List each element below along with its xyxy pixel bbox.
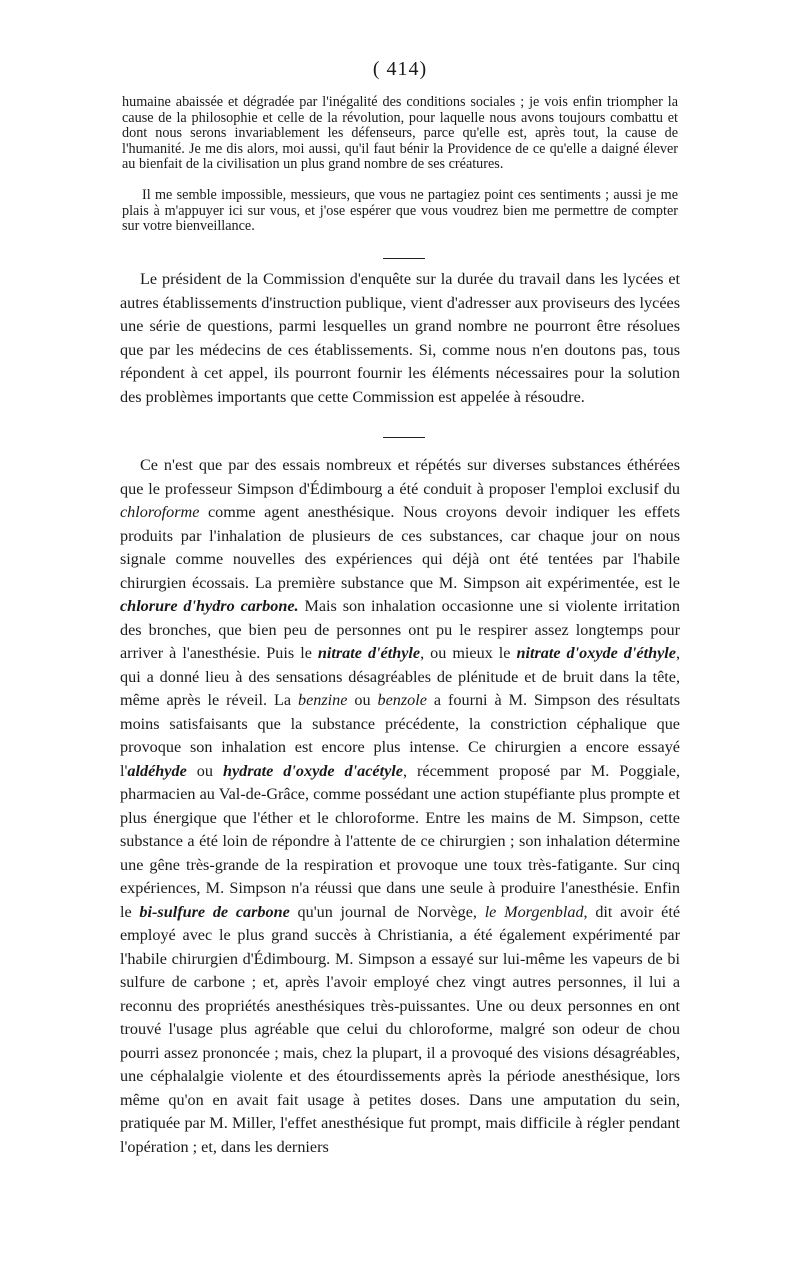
term-bisulfure: bi-sulfure de carbone — [139, 902, 290, 921]
term-hydrate: hydrate d'oxyde d'acétyle — [222, 761, 403, 780]
closing-paragraph-2: Il me semble impossible, messieurs, que vous ne partagiez point ces sentiments ; aussi je me plais à m'appuyer ici sur vous, et j'ose espérer que vous voudrez bien me permettre de compter sur votre bienveillance. — [122, 187, 678, 235]
term-chlorure: chlorure d'hydro carbone. — [120, 597, 299, 615]
text-run: , récemment proposé par M. Poggiale, pharmacien au Val-de-Grâce, comme possédant une action stupéfiante plus prompte et plus énergique que l'éther et le chloroforme. Entre les mains de M. Simpson, cette substance a été loin de répondre à l'attente de ce chirurgien ; son inhalation détermine une gêne très-grande de la respiration et provoque une toux très-fatigante. Sur cinq expériences, M. Simpson n'a réussi que dans une seule à produire l'anesthésie. Enfin le — [120, 761, 680, 921]
text-run: ou — [347, 691, 378, 709]
text-run: comme agent anesthésique. Nous croyons devoir indiquer les effets produits par l'inhalation de plusieurs de ces substances, car chaque jour on nous signale comme nouvelles des expériences qui déjà ont été tentées par l'habile chirurgien écossais. La première substance que M. Simpson ait expérimentée, est le — [120, 503, 680, 592]
commission-paragraph: Le président de la Commission d'enquête sur la durée du travail dans les lycées et autres établissements d'instruction publique, vient d'adresser aux proviseurs des lycées une série de questions, parmi lesquelles un grand nombre ne pourront être résolues que par les médecins de ces établissements. Si, comme nous n'en doutons pas, tous répondent à cet appel, ils pourront fournir les éléments nécessaires pour la solution des problèmes importants que cette Commission est appelée à résoudre. — [120, 270, 680, 406]
section-divider — [383, 437, 425, 438]
text-run: ou — [186, 761, 223, 780]
text-run: , dit avoir été employé avec le plus grand succès à Christiania, a été également expérimenté par l'habile chirurgien d'Édimbourg. M. Simpson a essayé sur lui-même les vapeurs de bi sulfure de carbone ; et, après l'avoir employé chez vingt autres personnes, il lui a reconnu des propriétés anesthésiques très-puissantes. Une ou deux personnes en ont trouvé l'usage plus agréable que celui du chloroforme, malgré son odeur de chou pourri assez prononcée ; mais, chez la plupart, il a provoqué des visions désagréables, une céphalalgie violente et des étourdissements après la période anesthésique, lors même qu'on en avait fait usage à petites doses. Dans une amputation du sein, pratiquée par M. Miller, l'effet anesthésique fut prompt, mais difficile à régler pendant l'opération ; et, dans les derniers — [120, 902, 681, 1156]
term-benzole: benzole — [377, 691, 427, 709]
closing-paragraph-1: humaine abaissée et dégradée par l'inégalité des conditions sociales ; je vois enfin triompher la cause de la philosophie et celle de la révolution, pour laquelle nous avons toujours combattu et dont nous serons invariablement les défenseurs, parce qu'elle est, après tout, la cause de l'humanité. Je me dis alors, moi aussi, qu'il faut bénir la Providence de ce qu'elle a daigné élever au bienfait de la civilisation un plus grand nombre de ses créatures. — [122, 94, 678, 173]
text-run: Mais son inhalation occasionne une si violente irritation des bronches, que bien peu de personnes ont pu le respirer assez longtemps pour arriver à l'anesthésie. Puis le — [120, 597, 680, 662]
term-chloroforme: chloroforme — [120, 503, 200, 521]
text-run: Ce n'est que par des essais nombreux et répétés sur diverses substances éthérées que le professeur Simpson d'Édimbourg a été conduit à proposer l'emploi exclusif du — [120, 456, 680, 498]
text-run: a fourni à M. Simpson des résultats moins satisfaisants que la substance précédente, la constriction céphalique que provoque son inhalation est encore plus intense. Ce chirurgien a encore essayé l' — [120, 691, 681, 780]
text-run: , qui a donné lieu à des sensations désagréables de plénitude et de bruit dans la tête, même après le réveil. La — [120, 644, 680, 709]
term-benzine: benzine — [298, 691, 348, 709]
term-aldehyde: aldéhyde — [127, 761, 187, 780]
text-run: qu'un journal de Norvège, — [289, 902, 485, 921]
section-divider — [383, 258, 425, 259]
anesthesia-paragraph — [120, 454, 680, 1159]
term-morgenblad: le Morgenblad — [484, 902, 584, 921]
page-number: ( 414) — [372, 58, 428, 80]
term-nitrate: nitrate d'éthyle — [317, 644, 421, 662]
term-nitrate-oxyde: nitrate d'oxyde d'éthyle — [516, 644, 676, 662]
text-run: , ou mieux le — [420, 644, 517, 662]
